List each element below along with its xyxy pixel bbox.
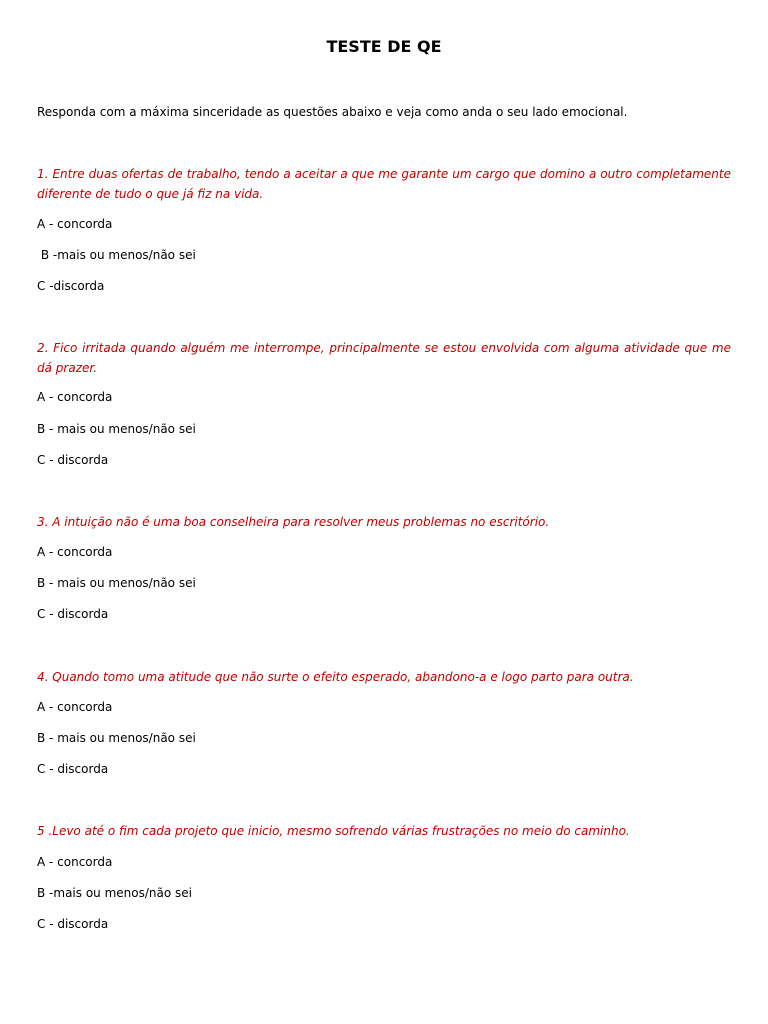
question-1-option-c: C -discorda [37,279,105,293]
question-3-text: 3. A intuição não é uma boa conselheira para resolver meus problemas no escritório. [37,515,550,529]
question-5-option-a: A - concorda [37,855,113,869]
question-4-option-c: C - discorda [37,762,109,776]
question-2-option-b: B - mais ou menos/não sei [37,422,196,436]
question-5-text: 5 .Levo até o fim cada projeto que inicio, mesmo sofrendo várias frustrações no meio do caminho. [37,824,630,838]
question-5-option-b: B -mais ou menos/não sei [37,886,192,900]
intro-text: Responda com a máxima sinceridade as questões abaixo e veja como anda o seu lado emocional. [37,105,628,119]
question-2-option-c: C - discorda [37,453,109,467]
question-4-option-a: A - concorda [37,700,113,714]
question-1-option-a: A - concorda [37,217,113,231]
question-3-option-b: B - mais ou menos/não sei [37,576,196,590]
question-1-option-b: B -mais ou menos/não sei [37,248,196,262]
page-title: TESTE DE QE [326,37,442,56]
question-4-text: 4. Quando tomo uma atitude que não surte o efeito esperado, abandono-a e logo parto para outra. [37,670,634,684]
question-2-option-a: A - concorda [37,390,113,404]
question-1-text: 1. Entre duas ofertas de trabalho, tendo a aceitar a que me garante um cargo que domino a outro completamente diferente de tudo o que já fiz na vida. [37,167,731,201]
question-4-option-b: B - mais ou menos/não sei [37,731,196,745]
question-3-option-a: A - concorda [37,545,113,559]
question-3-option-c: C - discorda [37,607,109,621]
question-2-text: 2. Fico irritada quando alguém me interrompe, principalmente se estou envolvida com alguma atividade que me dá prazer. [37,341,731,375]
question-5-option-c: C - discorda [37,917,109,931]
